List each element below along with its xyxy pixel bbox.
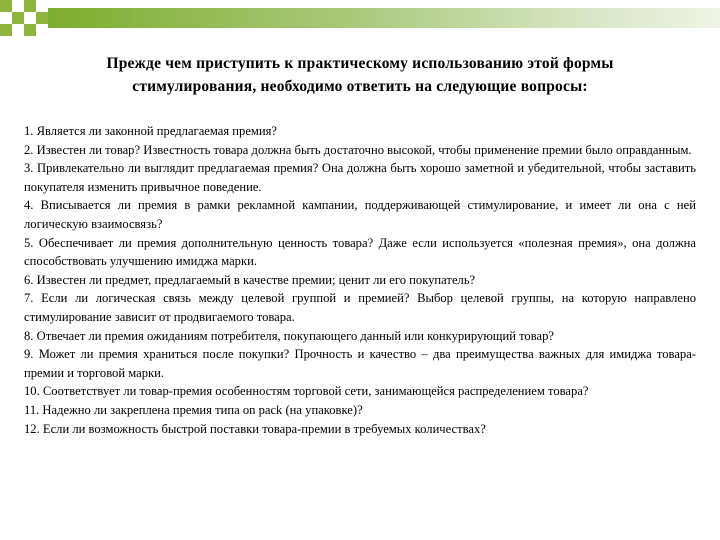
slide-title-line-2: стимулирования, необходимо ответить на следующие вопросы: [132,78,588,95]
decorative-square [36,12,48,24]
question-item: 9. Может ли премия храниться после покупки? Прочность и качество – два преимущества важных для имиджа товара-премии и торговой марки. [24,347,696,380]
question-item: 8. Отвечает ли премия ожиданиям потребителя, покупающего данный или конкурирующий товар? [24,328,554,343]
question-item: 7. Если ли логическая связь между целевой группой и премией? Выбор целевой группы, на которую направлено стимулирование зависит от продвигаемого товара. [24,291,696,324]
question-item: 4. Вписывается ли премия в рамки рекламной кампании, поддерживающей стимулирование, и имеет ли она с ней логическую взаимосвязь? [24,198,696,231]
question-item: 3. Привлекательно ли выглядит предлагаемая премия? Она должна быть хорошо заметной и убедительной, чтобы заставить покупателя изменить привычное поведение. [24,161,696,194]
question-item: 2. Известен ли товар? Известность товара должна быть достаточно высокой, чтобы применение премии было оправданным. [24,142,692,157]
slide-title-line-1: Прежде чем приступить к практическому использованию этой формы [106,55,614,72]
question-item: 1. Является ли законной предлагаемая премия? [24,124,278,138]
question-item: 12. Если ли возможность быстрой поставки товара-премии в требуемых количествах? [24,421,486,436]
question-item: 6. Известен ли предмет, предлагаемый в качестве премии; ценит ли его покупатель? [24,272,476,287]
question-item: 5. Обеспечивает ли премия дополнительную ценность товара? Даже если используется «полезная премия», она должна способствовать улучшению имиджа марки. [24,235,696,269]
decorative-square [0,24,12,36]
decorative-header-bar [48,8,720,28]
question-item: 11. Надежно ли закреплена премия типа on pack (на упаковке)? [24,402,363,417]
decorative-square [0,0,12,12]
slide-title [20,52,700,98]
decorative-square [24,24,36,36]
questions-list [24,122,696,438]
question-item: 10. Соответствует ли товар-премия особенностям торговой сети, занимающейся распределением товара? [24,384,589,399]
decorative-square [12,12,24,24]
decorative-square [24,0,36,12]
